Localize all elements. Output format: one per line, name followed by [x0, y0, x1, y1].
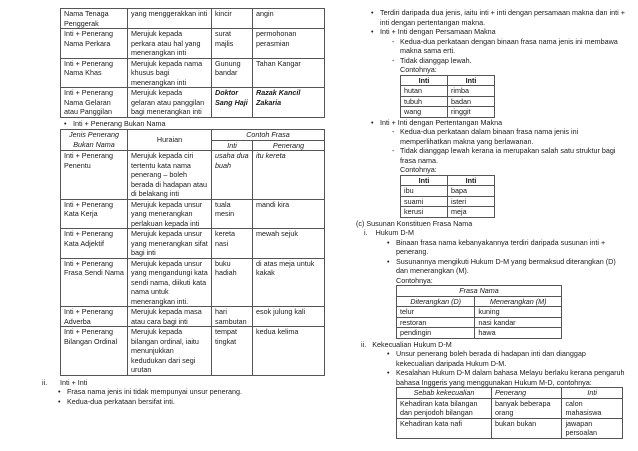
penerang-bukan-nama-table: [60, 129, 325, 376]
header-inti: Inti: [212, 140, 253, 151]
tbl-d-head-2: Penerang: [492, 388, 562, 399]
table-cell: Razak Kancil Zakaria: [253, 88, 325, 118]
table-row: [61, 307, 325, 327]
table-row: [397, 398, 623, 418]
dash-pertentangan-1: [391, 127, 625, 146]
table-cell: bapa: [448, 186, 495, 197]
left-column: [42, 8, 325, 406]
table-cell: Kehadiran kata bilangan dan penjodoh bilangan: [397, 398, 492, 418]
table-cell: Merujuk kepada gelaran atau panggilan bagi menerangkan inti: [128, 88, 212, 118]
bullet-ii-1-text: Frasa nama jenis ini tidak mempunyai unsur penerang.: [67, 387, 242, 396]
dash-pertentangan-2: [391, 146, 625, 165]
table-cell: calon mahasiswa: [562, 398, 623, 418]
table-row: [401, 186, 495, 197]
table-row: [61, 258, 325, 307]
table-row: [397, 418, 623, 438]
table-cell: badan: [448, 96, 495, 107]
table-cell: Merujuk kepada perkara atau hal yang menerangkan inti: [128, 29, 212, 59]
penerang-nama-table: [60, 8, 325, 118]
table-cell: Inti + Penerang Kata Kerja: [61, 199, 128, 229]
bullet-pertentangan-makna: [369, 118, 625, 128]
tbl-a-head-2: Inti: [448, 75, 495, 86]
bullet-hukum-dm-2: [385, 257, 625, 276]
table-cell: wang: [401, 107, 448, 118]
pertentangan-makna-table: [400, 175, 495, 218]
table-cell: suami: [401, 196, 448, 207]
header-penerang: Penerang: [253, 140, 325, 151]
table-cell: esok julung kali: [253, 307, 325, 327]
table-cell: Inti + Penerang Nama Gelaran atau Panggilan: [61, 88, 128, 118]
table-cell: kincir: [212, 9, 253, 29]
bullet-kekecualian-1: [385, 349, 625, 368]
header-jenis: Jenis Penerang Bukan Nama: [61, 130, 128, 151]
table-row: [61, 151, 325, 200]
table-row: [61, 229, 325, 259]
dash-persamaan-1-text: Kedua-dua perkataan dengan binaan frasa nama jenis ini membawa makna sama erti.: [400, 36, 618, 55]
table-cell: tubuh: [401, 96, 448, 107]
table-cell: banyak beberapa orang: [492, 398, 562, 418]
contohnya-label-c: Contohnya:: [396, 275, 433, 285]
dash-persamaan-1: [391, 37, 625, 56]
bullet-dua-jenis: [369, 8, 625, 27]
bullet-hukum-dm-2-text: Susunannya mengikuti Hukum D-M yang bermaksud diterangkan (D) dan menerangkan (M).: [396, 256, 616, 275]
table-cell: mewah sejuk: [253, 229, 325, 259]
section-c-label: (c): [356, 218, 365, 228]
table-cell: di atas meja untuk kakak: [253, 258, 325, 307]
table-cell: Merujuk kepada bilangan ordinal, iaitu menunjukkan kedudukan dari segi urutan: [128, 327, 212, 376]
table-cell: Inti + Penerang Penentu: [61, 151, 128, 200]
table-cell: Doktor Sang Haji: [212, 88, 253, 118]
table-cell: Merujuk kepada unsur yang menerangkan sifat bagi inti: [128, 229, 212, 259]
table-cell: hutan: [401, 86, 448, 97]
table-row: [61, 29, 325, 59]
section-ii-right-label: ii.: [361, 339, 367, 349]
table-cell: yang menggerakkan inti: [128, 9, 212, 29]
table-cell: Merujuk kepada masa atau cara bagi inti: [128, 307, 212, 327]
table-cell: Nama Tenaga Penggerak: [61, 9, 128, 29]
bullet-kekecualian-2: [385, 368, 625, 387]
bullet-pertentangan-makna-text: Inti + Inti dengan Pertentangan Makna: [380, 117, 503, 127]
bullet-kekecualian-2-text: Kesalahan Hukum D-M dalam bahasa Melayu berlaku kerana pengaruh bahasa Inggeris yang menggunakan Hukum M-D, contohnya:: [396, 368, 625, 387]
bullet-persamaan-makna-text: Inti + Inti dengan Persamaan Makna: [380, 27, 496, 36]
table-cell: hawa: [475, 328, 562, 339]
bullet-hukum-dm-1: [385, 238, 625, 257]
table-cell: Inti + Penerang Bilangan Ordinal: [61, 327, 128, 376]
header-contoh-frasa: Contoh Frasa: [212, 130, 325, 141]
tbl-c-head-1: Diterangkan (D): [397, 296, 475, 307]
frasa-nama-dm-table: [396, 285, 562, 339]
table-cell: Inti + Penerang Kata Adjektif: [61, 229, 128, 259]
table-row: [61, 327, 325, 376]
table-row: [61, 58, 325, 88]
table-row: [61, 88, 325, 118]
table-cell: Kehadiran kata nafi: [397, 418, 492, 438]
table-cell: Merujuk kepada nama khusus bagi menerangkan inti: [128, 58, 212, 88]
table-cell: Inti + Penerang Nama Perkara: [61, 29, 128, 59]
section-ii-title: Inti + Inti: [60, 377, 88, 387]
table-row: [401, 96, 495, 107]
tbl-b-head-1: Inti: [401, 175, 448, 186]
section-ii-label: ii.: [42, 377, 48, 387]
tbl-d-head-3: Inti: [562, 388, 623, 399]
table-cell: buku hadiah: [212, 258, 253, 307]
table-cell: pendingin: [397, 328, 475, 339]
table-row: [61, 199, 325, 229]
table-cell: surat majlis: [212, 29, 253, 59]
table-row: [397, 328, 562, 339]
bullet-ii-2: [56, 397, 325, 407]
table-cell: isteri: [448, 196, 495, 207]
section-i-label: i.: [364, 228, 368, 237]
section-i-title: Hukum D-M: [375, 228, 414, 237]
section-ii-right-title: Kekecualian Hukum D-M: [372, 339, 452, 349]
table-cell: rimba: [448, 86, 495, 97]
bullet-hukum-dm-1-text: Binaan frasa nama kebanyakannya terdiri daripada susunan inti + penerang.: [396, 237, 606, 256]
table-cell: permohonan perasmian: [253, 29, 325, 59]
table-cell: Tahan Kangar: [253, 58, 325, 88]
table-row: [61, 9, 325, 29]
tbl-d-head-1: Sebab kekecualian: [397, 388, 492, 399]
table-cell: ibu: [401, 186, 448, 197]
section-i-heading: [364, 228, 625, 238]
contohnya-label-b: Contohnya:: [400, 165, 437, 174]
contohnya-label-a: Contohnya:: [400, 65, 437, 74]
bullet-kekecualian-1-text: Unsur penerang boleh berada di hadapan inti dan dianggap kekecualian daripada Hukum D-M.: [396, 349, 586, 368]
table-row: [401, 196, 495, 207]
table-cell: kerusi: [401, 207, 448, 218]
table-cell: meja: [448, 207, 495, 218]
bullet-ii-2-text: Kedua-dua perkataan bersifat inti.: [67, 396, 175, 406]
bullet-bukan-nama: [62, 119, 325, 129]
table-cell: Inti + Penerang Frasa Sendi Nama: [61, 258, 128, 307]
table-row: [401, 107, 495, 118]
table-cell: Merujuk kepada unsur yang menerangkan perlakuan kepada inti: [128, 199, 212, 229]
tbl-b-head-2: Inti: [448, 175, 495, 186]
table-cell: angin: [253, 9, 325, 29]
table-row: [401, 207, 495, 218]
table-cell: jawapan persoalan: [562, 418, 623, 438]
dash-pertentangan-2-text: Tidak dianggap lewah kerana ia merupakan salah satu struktur bagi frasa nama.: [400, 146, 616, 165]
header-huraian: Huraian: [128, 130, 212, 151]
dash-persamaan-2-text: Tidak dianggap lewah.: [400, 55, 472, 65]
table-cell: Inti + Penerang Nama Khas: [61, 58, 128, 88]
section-c-heading: [356, 219, 625, 229]
tbl-c-title: Frasa Nama: [397, 286, 562, 297]
tbl-c-head-2: Menerangkan (M): [475, 296, 562, 307]
table-row: [397, 317, 562, 328]
table-cell: bukan bukan: [492, 418, 562, 438]
table-cell: Gunung bandar: [212, 58, 253, 88]
table-cell: tuala mesin: [212, 199, 253, 229]
bullet-bukan-nama-text: Inti + Penerang Bukan Nama: [73, 118, 166, 128]
table-cell: Merujuk kepada ciri tertentu kata nama penerang – boleh berada di hadapan atau di belakang inti: [128, 151, 212, 200]
table-row: [397, 307, 562, 318]
table-cell: hari sambutan: [212, 307, 253, 327]
persamaan-makna-table: [400, 75, 495, 118]
table-cell: tempat tingkat: [212, 327, 253, 376]
bullet-dua-jenis-text: Terdiri daripada dua jenis, iaitu inti + inti dengan persamaan makna dan inti + inti dengan pertentangan makna.: [380, 8, 625, 27]
table-row: [401, 86, 495, 97]
dash-persamaan-2: [391, 56, 625, 66]
table-cell: Inti + Penerang Adverba: [61, 307, 128, 327]
table-cell: ringgit: [448, 107, 495, 118]
right-column: [356, 8, 625, 439]
table-cell: restoran: [397, 317, 475, 328]
section-c-title: Susunan Konstituen Frasa Nama: [366, 218, 473, 228]
dash-pertentangan-1-text: Kedua-dua perkataan dalam binaan frasa nama jenis ini memperlihatkan makna yang berlawanan.: [400, 127, 579, 146]
table-cell: Merujuk kepada unsur yang mengandungi kata sendi nama, diikuti kata nama untuk menerangkan inti.: [128, 258, 212, 307]
table-cell: kereta nasi: [212, 229, 253, 259]
table-cell: kuning: [475, 307, 562, 318]
table-cell: kedua kelima: [253, 327, 325, 376]
bullet-persamaan-makna: [369, 27, 625, 37]
kekecualian-table: [396, 387, 623, 439]
table-cell: nasi kandar: [475, 317, 562, 328]
table-cell: itu kereta: [253, 151, 325, 200]
tbl-a-head-1: Inti: [401, 75, 448, 86]
table-cell: usaha dua buah: [212, 151, 253, 200]
section-ii-heading: [361, 340, 625, 350]
section-inti-inti: [42, 377, 325, 388]
bullet-ii-1: [56, 387, 325, 397]
table-cell: mandi kira: [253, 199, 325, 229]
table-cell: telur: [397, 307, 475, 318]
